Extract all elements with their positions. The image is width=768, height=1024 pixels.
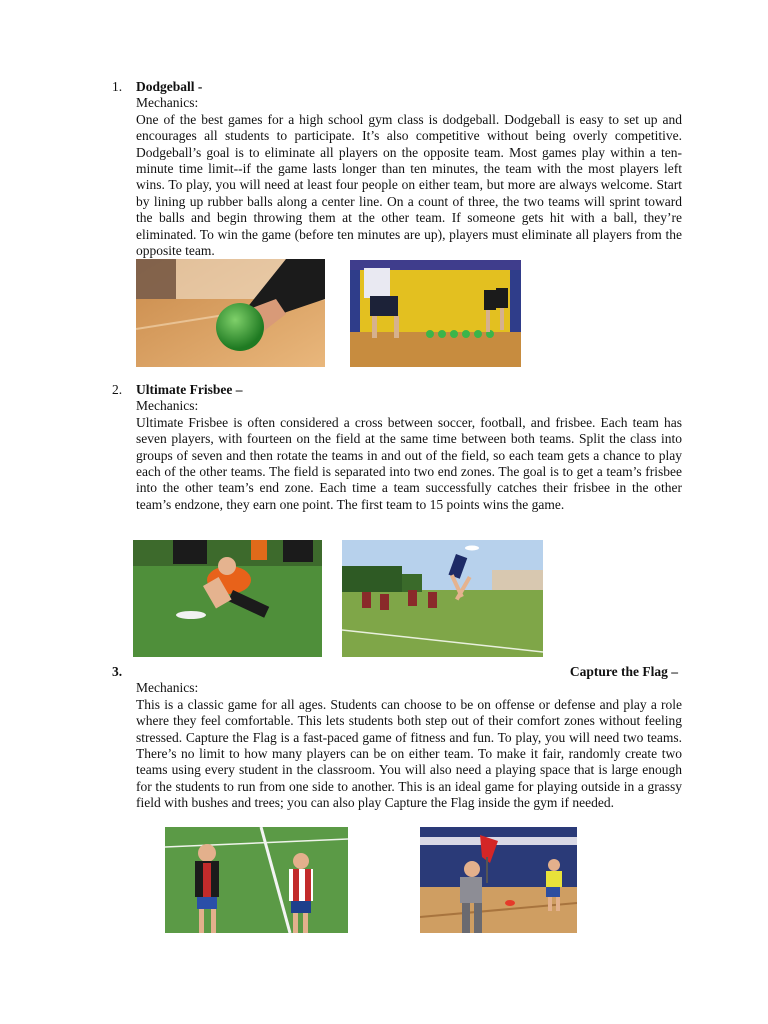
section-body: Ultimate Frisbee is often considered a cross between soccer, football, and frisbee. Each team has seven players, with fourteen on the field at the same time between both teams. Split the class into groups of seven and then rotate the teams in and out of the field, so each team gets a chance to play each of the other teams. The field is separated into two end zones. The goal is to get a team’s frisbee into the other team’s end zone. Each time a team successfully catches their frisbee in the other team’s endzone, they earn one point. The first team to 15 points wins the game.: [136, 414, 682, 512]
photo-dodgeball-ball: [136, 259, 325, 367]
mechanics-label: Mechanics:: [136, 95, 199, 111]
mechanics-label: Mechanics:: [136, 398, 199, 414]
photo-frisbee-dive: [133, 540, 322, 657]
photo-dodgeball-gym: [350, 260, 521, 367]
section-title: Dodgeball -: [136, 79, 203, 94]
photo-capture-flag-gym: [420, 827, 577, 933]
photo-frisbee-leap: [342, 540, 543, 657]
photo-capture-flag-boys: [165, 827, 348, 933]
section-number: 2.: [112, 382, 123, 397]
section-title: Capture the Flag –: [569, 664, 678, 679]
section-ultimate-frisbee: [112, 382, 682, 532]
section-number: 3.: [112, 664, 123, 679]
section-number: 1.: [112, 79, 123, 94]
section-title: Ultimate Frisbee –: [136, 382, 243, 397]
section-body: One of the best games for a high school gym class is dodgeball. Dodgeball is easy to set up and encourages all students to participate. It’s also competitive without being overly competitive. Dodgeball’s goal is to eliminate all players on the opposite team. Most games play within a ten-minute time limit--if the game lasts longer than ten minutes, the team with the most players left wins. To play, you will need at least four people on either team, but more are always welcome. Start by lining up rubber balls along a center line. On a count of three, the two teams will sprint toward the balls and begin throwing them at the other team. If someone gets hit with a ball, they’re eliminated. To win the game (before ten minutes are up), players must eliminate all players from the opposite team.: [136, 111, 682, 259]
section-dodgeball: [112, 79, 682, 259]
section-capture-the-flag: [112, 664, 682, 829]
section-body: This is a classic game for all ages. Students can choose to be on offense or defense and play a role where they feel comfortable. This lets students both step out of their comfort zones without feeling stressed. Capture the Flag is a fast-paced game of fitness and fun. To play, you will need two teams. There’s no limit to how many players can be on either team. To make it fair, randomly create two teams using every student in the classroom. You will also need a playing space that is large enough for the students to run from one side to another. This is an ideal game for playing outside in a grassy field with bushes and trees; you can also play Capture the Flag inside the gym if needed.: [136, 696, 682, 811]
mechanics-label: Mechanics:: [136, 680, 199, 696]
